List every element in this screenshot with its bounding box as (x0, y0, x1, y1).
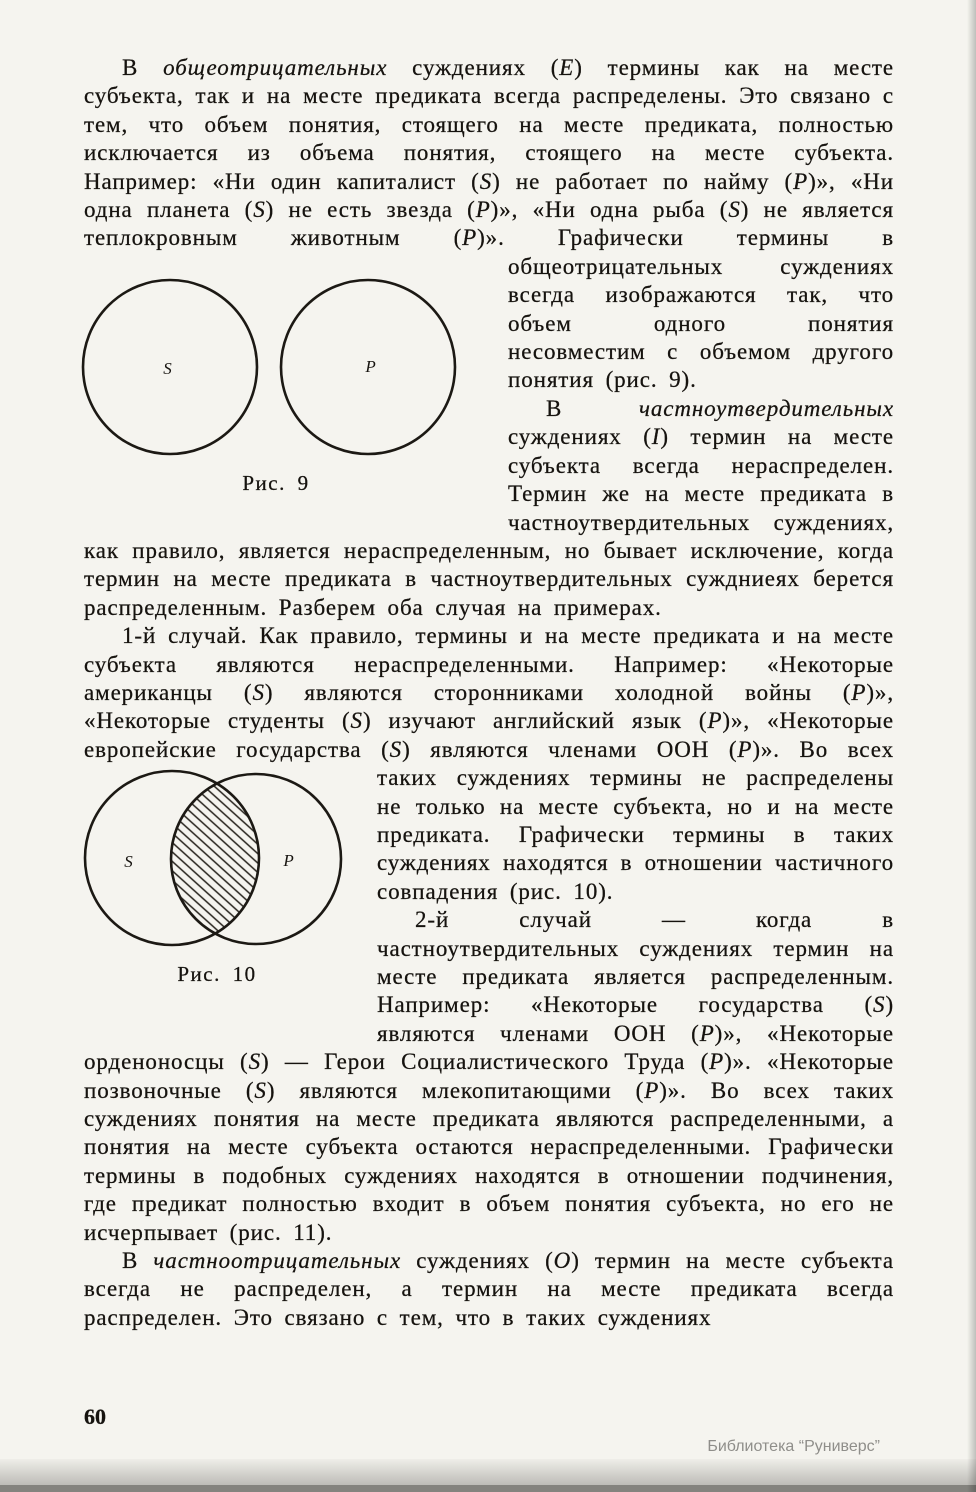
paragraph-text: 2-й случай — когда в частноутвердительных суждениях термин на месте предиката является распределенным. Например: «Некоторые государства (S) являются членами ООН (P)», «Некоторые орденоносцы (S) — Герои Социалистического Труда (P)». «Некоторые позвоночные (S) являются млекопитающими (P)». Во всех таких суждениях понятия на месте предиката являются распределенными, а понятия на месте субъекта остаются нераспределенными. Графически термины в подобных суждениях находятся в отношении подчинения, где предикат полностью входит в объем понятия субъекта, но его не исчерпывает (рис. 11). (84, 907, 894, 1245)
paragraph-text: В частноутвердительных суждениях (I) термин на месте субъекта всегда нераспределен. Термин же на месте предиката в частноутвердительных суждениях, как правило, является нераспределенным, но бывает исключение, когда термин на месте предиката в частноутвердительных суждниеях берется распределенным. Разберем оба случая на примерах. (84, 395, 894, 620)
page-number: 60 (84, 1404, 106, 1429)
predicate-label: P (283, 851, 295, 871)
predicate-label: P (365, 356, 377, 376)
subject-label: S (124, 852, 134, 872)
venn-diagram-disjoint-circles (78, 277, 474, 459)
paragraph-first-case (84, 622, 894, 987)
figure-10 (82, 766, 352, 988)
paragraph-text: В частноотрицательных суждениях (O) термин на месте субъекта всегда не распределен, а термин на месте предиката всегда распределен. Это связано с тем, что в таких суждениях (84, 1248, 894, 1330)
subject-label: S (163, 358, 173, 378)
paragraph-text: всегда изображаются так, что объем одного понятия несовместим с объемом другого понятия (рис. 9). (508, 282, 894, 393)
paragraph-general-negative (84, 54, 894, 495)
library-watermark: Библиотека “Руниверс” (707, 1438, 880, 1455)
figure-9 (78, 277, 474, 497)
venn-diagram-overlapping-circles (82, 766, 352, 950)
paragraph-particular-negative (84, 1247, 894, 1332)
figure-10-caption: Рис. 10 (177, 962, 257, 987)
paragraph-text: В общеотрицательных суждениях (E) термины как на месте субъекта, так и на месте предиката всегда распределены. Это связано с тем, что объем понятия, стоящего на месте предиката, полностью исключается из объема понятия, стоящего на месте субъекта. Например: «Ни один капиталист (S) не работает по найму (P)», «Ни одна планета (S) не есть звезда (P)», «Ни одна рыба (S) не является теплокровным животным (P)». Графически термины в общеотрицательных суждениях (84, 55, 894, 279)
figure-9-caption: Рис. 9 (242, 470, 310, 495)
paragraph-text: распределены не только на месте субъекта, но и на месте предиката. Графически термины в таких суждениях находятся в отношении частичного совпадения (рис. 10). (377, 765, 894, 904)
paragraph-text: 1-й случай. Как правило, термины и на месте предиката и на месте субъекта являются нераспределенными. Например: «Некоторые американцы (S) являются сторонниками холодной войны (P)», «Некоторые студенты (S) изучают английский язык (P)», «Некоторые европейские государства (S) являются членами ООН (P)». Во всех таких суждениях термины не (84, 623, 894, 791)
